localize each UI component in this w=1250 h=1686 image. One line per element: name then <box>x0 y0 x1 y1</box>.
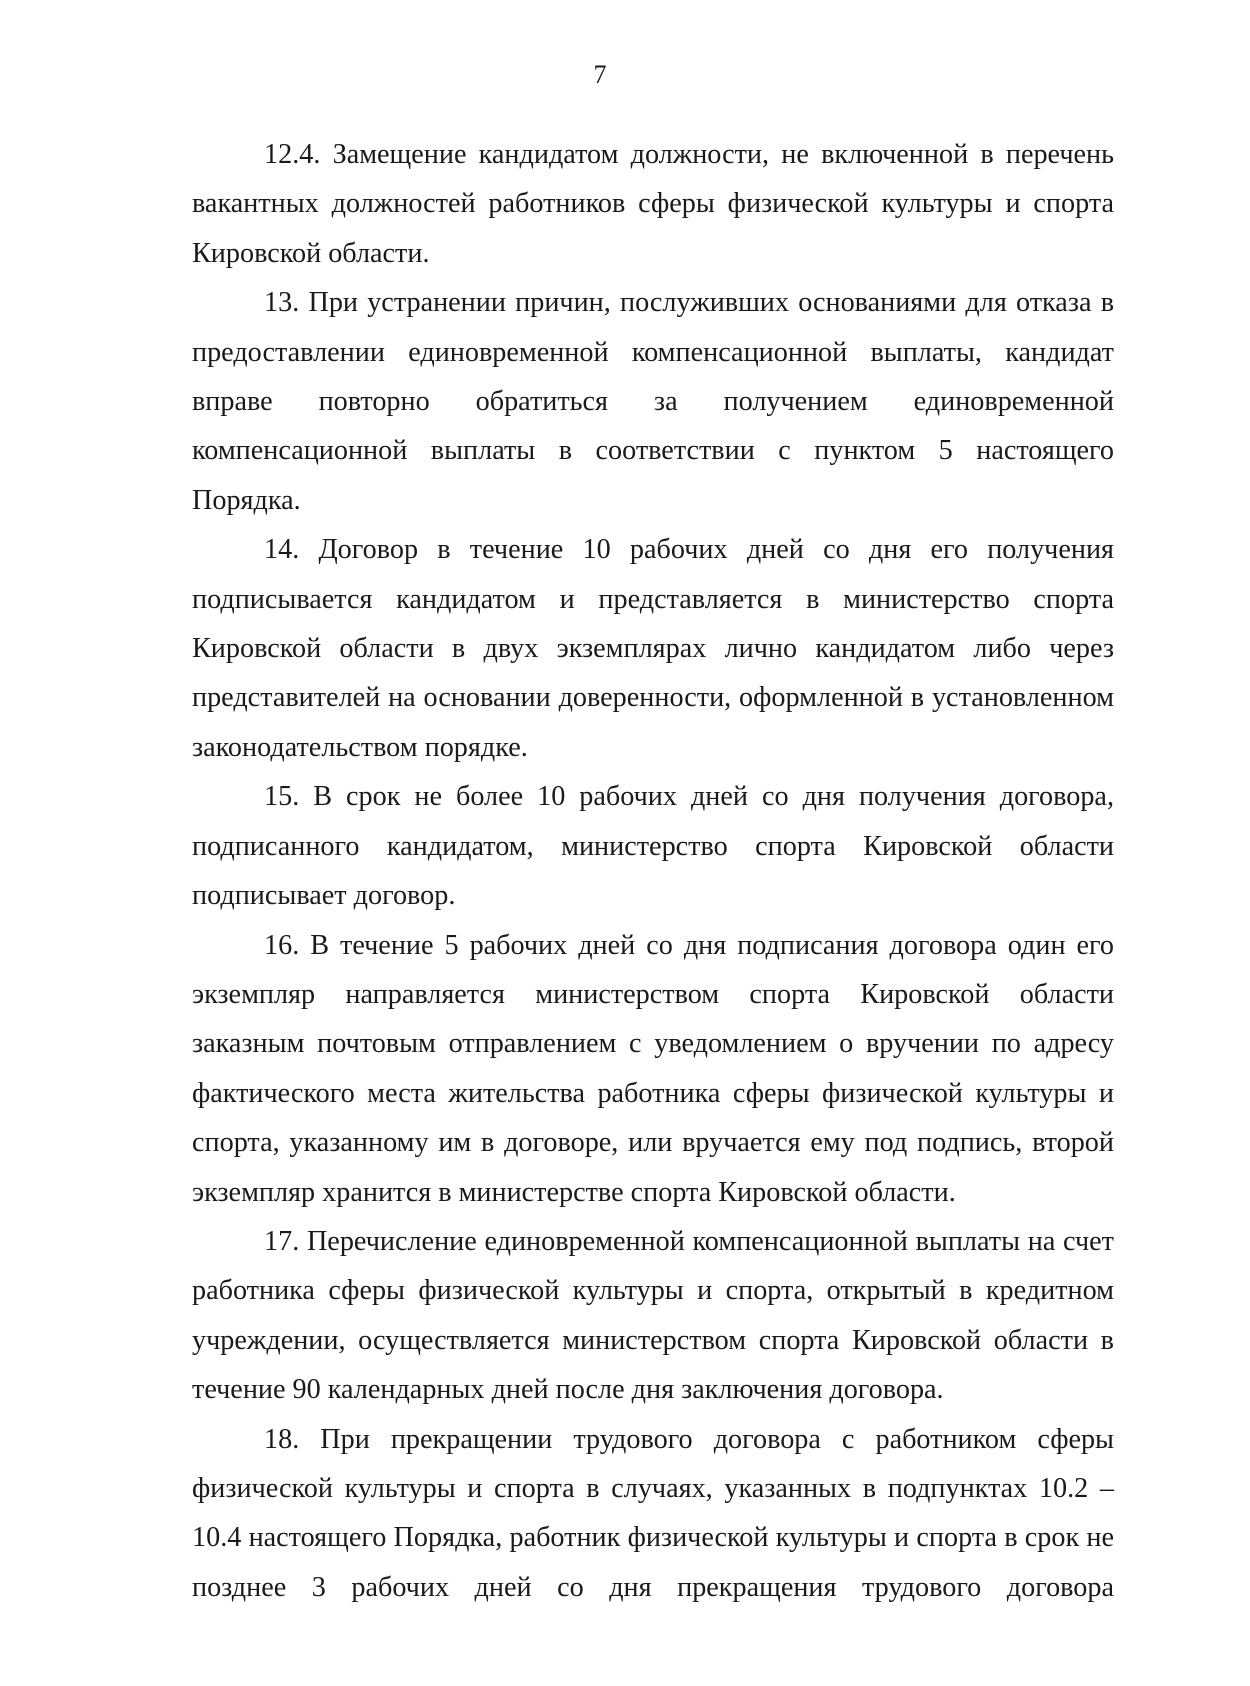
paragraph-15: 15. В срок не более 10 рабочих дней со дня получения договора, подписанного кандидатом, министерство спорта Кировской области подписывает договор. <box>192 781 1114 912</box>
page-number: 7 <box>593 60 607 89</box>
paragraph-18-container <box>192 1415 1114 1603</box>
paragraph-18: 18. При прекращении трудового договора с работником сферы физической культуры и спорта в случаях, указанных в подпунктах 10.2 – 10.4 настоящего Порядка, работник физической культуры и спорта в срок не позднее 3 рабочих дней со дня прекращения трудового договора <box>192 1423 1114 1603</box>
paragraph-17: 17. Перечисление единовременной компенсационной выплаты на счет работника сферы физической культуры и спорта, открытый в кредитном учреждении, осуществляется министерством спорта Кировской области в течение 90 календарных дней после дня заключения договора. <box>192 1225 1114 1406</box>
document-body <box>192 130 1114 1603</box>
paragraph-16: 16. В течение 5 рабочих дней со дня подписания договора один его экземпляр направляется министерством спорта Кировской области заказным почтовым отправлением с уведомлением о вручении по адресу фактического места жительства работника сферы физической культуры и спорта, указанному им в договоре, или вручается ему под подпись, второй экземпляр хранится в министерстве спорта Кировской области. <box>192 929 1114 1208</box>
paragraph-13: 13. При устранении причин, послуживших основаниями для отказа в предоставлении единовременной компенсационной выплаты, кандидат вправе повторно обратиться за получением единовременной компенсационной выплаты в соответствии с пунктом 5 настоящего Порядка. <box>192 287 1114 516</box>
paragraph-12-4: 12.4. Замещение кандидатом должности, не включенной в перечень вакантных должностей работников сферы физической культуры и спорта Кировской области. <box>192 139 1114 269</box>
paragraph-14: 14. Договор в течение 10 рабочих дней со дня его получения подписывается кандидатом и представляется в министерство спорта Кировской области в двух экземплярах лично кандидатом либо через представителей на основании доверенности, оформленной в установленном законодательством порядке. <box>192 534 1114 763</box>
